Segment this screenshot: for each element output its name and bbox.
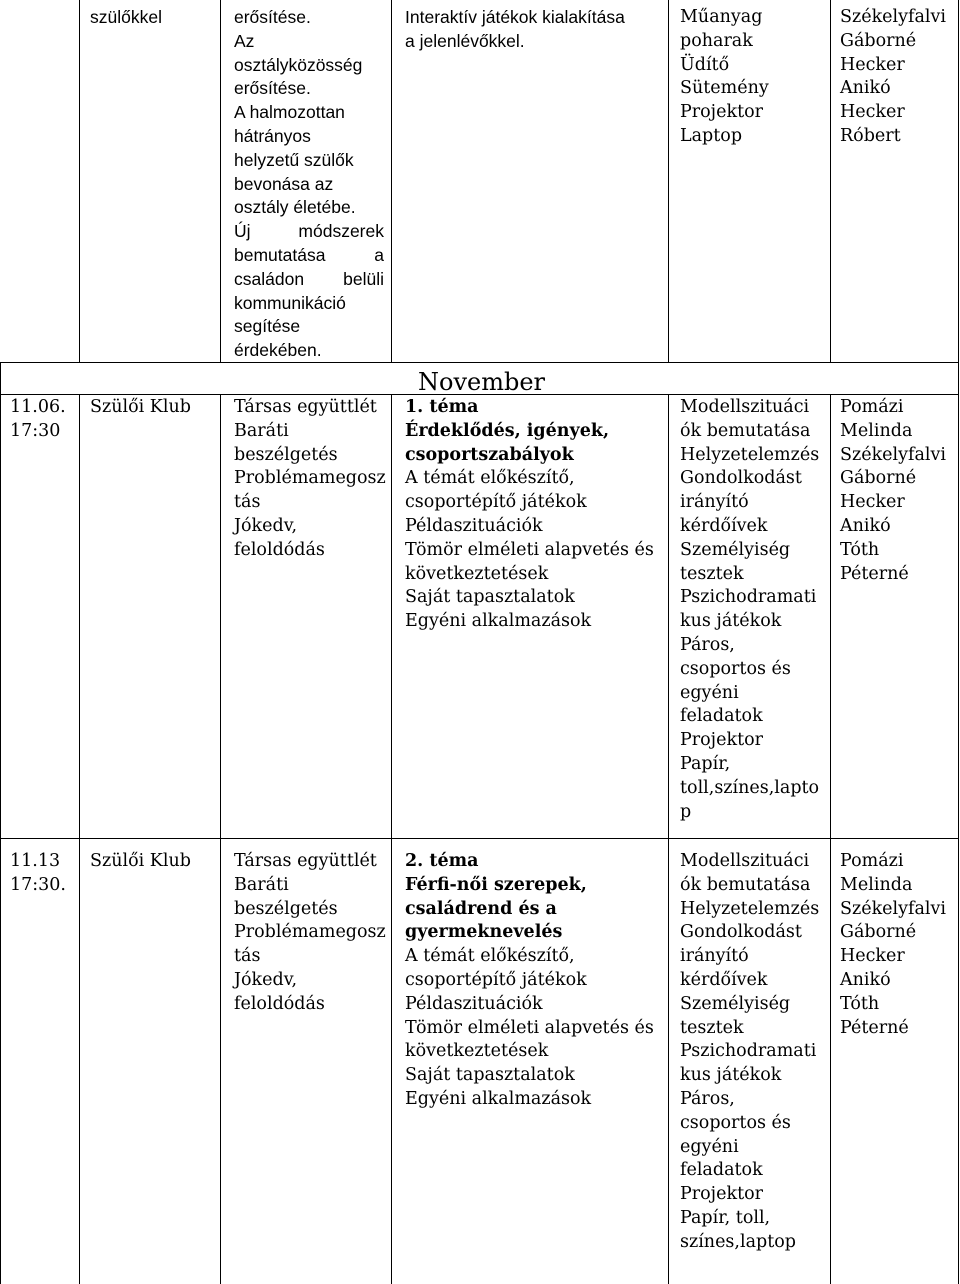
- text-line: p: [680, 801, 692, 822]
- text-line: poharak: [680, 30, 753, 51]
- text-line: segítése: [234, 316, 301, 337]
- row1-responsible: [840, 396, 946, 586]
- text-line: egyéni: [680, 1136, 739, 1157]
- topic-title: gyermeknevelés: [405, 922, 563, 943]
- text-line: Hecker: [840, 946, 905, 967]
- text-line: családon belüli: [234, 268, 384, 289]
- text-line: Személyiség: [680, 993, 791, 1014]
- text-line: Modellszituáci: [680, 397, 810, 417]
- text-line: Helyzetelemzés: [680, 898, 820, 919]
- text-line: Tömör elméleti alapvetés és: [405, 1017, 654, 1038]
- row2-type: [90, 850, 191, 874]
- text-line: Székelyfalvi: [840, 898, 946, 919]
- text-line: Projektor: [680, 730, 763, 751]
- row2-date: [10, 850, 66, 898]
- text-line: Pszichodramati: [680, 1041, 817, 1062]
- table-border: [0, 362, 1, 1284]
- table-border: [391, 0, 392, 362]
- text-line: tás: [234, 492, 261, 513]
- text-line: feladatok: [680, 1160, 763, 1181]
- text-line: A halmozottan: [234, 102, 345, 123]
- text-line: feladatok: [680, 706, 763, 727]
- text-line: beszélgetés: [234, 444, 338, 465]
- text-line: Szülői Klub: [90, 851, 191, 871]
- text-line: tesztek: [680, 1017, 744, 1038]
- text-line: csoportépítő játékok: [405, 492, 587, 513]
- text-line: Székelyfalvi: [840, 444, 946, 465]
- row2-responsible: [840, 850, 946, 1040]
- text-line: csoportos és: [680, 658, 791, 679]
- text-line: Interaktív játékok kialakítása: [405, 7, 625, 27]
- text-line: Hecker: [840, 54, 905, 75]
- text-line: Egyéni alkalmazások: [405, 1088, 592, 1109]
- row2-content: [405, 850, 654, 1112]
- text-line: Jókedv,: [234, 515, 298, 536]
- text-line: Papír,: [680, 753, 731, 774]
- text-line: bemutatása a: [234, 244, 384, 265]
- text-line: következtetések: [405, 563, 549, 584]
- text-line: Saját tapasztalatok: [405, 1065, 575, 1086]
- text-line: tás: [234, 946, 261, 967]
- table-border: [391, 394, 392, 1284]
- table-border: [958, 0, 959, 1284]
- topic-title: Férfi-női szerepek,: [405, 874, 587, 895]
- text-line: Péterné: [840, 563, 909, 584]
- table-border: [830, 0, 831, 362]
- text-line: Baráti: [234, 420, 289, 441]
- text-line: irányító: [680, 946, 749, 967]
- text-line: Baráti: [234, 874, 289, 895]
- row1-content: [405, 396, 654, 634]
- text-line: Társas együttlét: [234, 397, 377, 417]
- row0-tools: [680, 6, 769, 149]
- text-line: Anikó: [840, 969, 891, 990]
- topic-title: 1. téma: [405, 397, 479, 417]
- text-line: a jelenlévőkkel.: [405, 30, 525, 51]
- text-line: Az: [234, 30, 255, 51]
- text-line: Páros,: [680, 1088, 735, 1109]
- text-line: Társas együttlét: [234, 851, 377, 871]
- text-line: Melinda: [840, 874, 913, 895]
- text-line: Projektor: [680, 1184, 763, 1205]
- text-line: kommunikáció: [234, 292, 346, 313]
- text-line: osztályközösség: [234, 54, 363, 75]
- text-line: 17:30: [10, 420, 61, 441]
- text-line: Anikó: [840, 78, 891, 99]
- table-border: [830, 394, 831, 1284]
- text-line: Projektor: [680, 102, 763, 123]
- text-line: Hecker: [840, 492, 905, 513]
- text-line: kérdőívek: [680, 969, 768, 990]
- text-line: irányító: [680, 492, 749, 513]
- text-line: Helyzetelemzés: [680, 444, 820, 465]
- text-line: Péterné: [840, 1017, 909, 1038]
- row1-tools: [680, 396, 819, 824]
- table-border: [220, 394, 221, 1284]
- text-line: Problémamegosz: [234, 922, 386, 943]
- text-line: Problémamegosz: [234, 468, 386, 489]
- topic-title: családrend és a: [405, 898, 557, 919]
- text-line: beszélgetés: [234, 898, 338, 919]
- text-line: Példaszituációk: [405, 515, 543, 536]
- text-line: 17:30.: [10, 874, 66, 895]
- text-line: Papír, toll,: [680, 1207, 771, 1228]
- text-line: Új módszerek: [234, 221, 384, 242]
- table-border: [0, 838, 959, 839]
- text-line: Pomázi: [840, 397, 904, 417]
- table-border: [220, 0, 221, 362]
- topic-title: Érdeklődés, igények,: [405, 420, 610, 441]
- table-border: [79, 394, 80, 1284]
- table-border: [79, 0, 80, 362]
- text-line: Modellszituáci: [680, 851, 810, 871]
- text-line: csoportépítő játékok: [405, 969, 587, 990]
- text-line: Anikó: [840, 515, 891, 536]
- text-line: Gáborné: [840, 922, 917, 943]
- text-line: színes,laptop: [680, 1231, 796, 1252]
- text-line: Gondolkodást: [680, 468, 802, 489]
- text-line: Saját tapasztalatok: [405, 587, 575, 608]
- text-line: Gondolkodást: [680, 922, 802, 943]
- text-line: Gáborné: [840, 30, 917, 51]
- text-line: helyzetű szülők: [234, 149, 354, 170]
- text-line: feloldódás: [234, 539, 325, 560]
- text-line: kus játékok: [680, 1065, 782, 1086]
- text-line: Személyiség: [680, 539, 791, 560]
- topic-title: csoportszabályok: [405, 444, 574, 465]
- text-line: Üdítő: [680, 54, 730, 75]
- text-line: Tóth: [840, 993, 880, 1014]
- text-line: következtetések: [405, 1041, 549, 1062]
- text-line: ók bemutatása: [680, 420, 811, 441]
- topic-title: 2. téma: [405, 851, 479, 871]
- text-line: Melinda: [840, 420, 913, 441]
- text-line: Róbert: [840, 125, 901, 146]
- row1-goal: [234, 396, 386, 563]
- text-line: A témát előkészítő,: [405, 946, 575, 967]
- text-line: Tóth: [840, 539, 880, 560]
- text-line: kus játékok: [680, 611, 782, 632]
- text-line: bevonása az: [234, 173, 334, 194]
- table-border: [668, 394, 669, 1284]
- row2-tools: [680, 850, 819, 1255]
- row0-type: [90, 6, 162, 30]
- text-line: kérdőívek: [680, 515, 768, 536]
- text-line: Székelyfalvi: [840, 7, 946, 27]
- text-line: Pomázi: [840, 851, 904, 871]
- row0-responsible: [840, 6, 946, 149]
- row2-goal: [234, 850, 386, 1017]
- text-line: érdekében.: [234, 340, 322, 361]
- text-line: Sütemény: [680, 78, 769, 99]
- text-line: erősítése.: [234, 78, 311, 99]
- text-line: Jókedv,: [234, 969, 298, 990]
- text-line: feloldódás: [234, 993, 325, 1014]
- table-border: [0, 362, 959, 363]
- text-line: egyéni: [680, 682, 739, 703]
- text-line: Műanyag: [680, 7, 763, 27]
- text-line: A témát előkészítő,: [405, 468, 575, 489]
- text-line: Gáborné: [840, 468, 917, 489]
- text-line: Szülői Klub: [90, 397, 191, 417]
- text-line: Páros,: [680, 634, 735, 655]
- row1-date: [10, 396, 66, 444]
- row0-content: [405, 6, 625, 54]
- month-heading: November: [418, 368, 546, 396]
- text-line: osztály életébe.: [234, 197, 356, 218]
- row0-goal: [234, 6, 384, 363]
- text-line: Hecker: [840, 102, 905, 123]
- text-line: Példaszituációk: [405, 993, 543, 1014]
- text-line: csoportos és: [680, 1112, 791, 1133]
- text-line: erősítése.: [234, 7, 311, 27]
- text-line: ók bemutatása: [680, 874, 811, 895]
- row1-type: [90, 396, 191, 420]
- text-line: Tömör elméleti alapvetés és: [405, 539, 654, 560]
- text-line: toll,színes,lapto: [680, 777, 820, 798]
- text-line: Laptop: [680, 125, 743, 146]
- text-line: szülőkkel: [90, 7, 162, 27]
- text-line: 11.13: [10, 851, 61, 871]
- table-border: [668, 0, 669, 362]
- text-line: Pszichodramati: [680, 587, 817, 608]
- text-line: 11.06.: [10, 397, 66, 417]
- text-line: tesztek: [680, 563, 744, 584]
- text-line: Egyéni alkalmazások: [405, 611, 592, 632]
- text-line: hátrányos: [234, 125, 311, 146]
